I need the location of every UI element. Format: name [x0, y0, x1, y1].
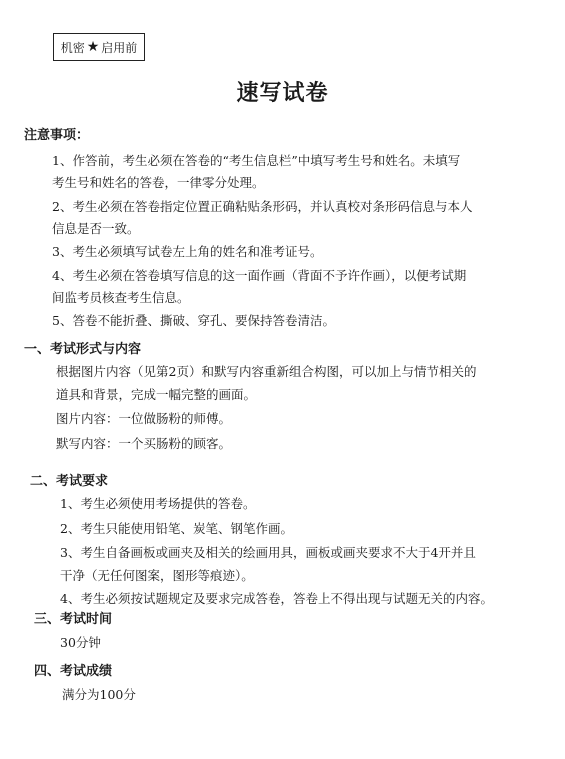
- section-line: 根据图片内容（见第2页）和默写内容重新组合构图，可以加上与情节相关的: [56, 364, 477, 379]
- notice-line: 间监考员核查考生信息。: [52, 290, 190, 305]
- badge-label-right: 启用前: [101, 40, 138, 55]
- section-line: 2、考生只能使用铅笔、炭笔、钢笔作画。: [60, 521, 293, 536]
- notice-line: 1、作答前，考生必须在答卷的“考生信息栏”中填写考生号和姓名。未填写: [52, 153, 461, 168]
- page-title: 速写试卷: [236, 81, 329, 106]
- section-line: 4、考生必须按试题规定及要求完成答卷，答卷上不得出现与试题无关的内容。: [60, 591, 493, 606]
- notice-line: 4、考生必须在答卷填写信息的这一面作画（背面不予许作画），以便考试期: [52, 268, 467, 283]
- exam-time-value: 30分钟: [60, 635, 101, 650]
- section-heading-form: 一、考试形式与内容: [24, 342, 142, 357]
- notice-line: 考生号和姓名的答卷，一律零分处理。: [52, 175, 265, 190]
- notice-heading: 注意事项：: [24, 128, 90, 143]
- star-icon: ★: [86, 39, 100, 55]
- section-heading-score: 四、考试成绩: [34, 664, 113, 679]
- section-heading-time: 三、考试时间: [34, 612, 113, 627]
- section-line: 3、考生自备画板或画夹及相关的绘画用具，画板或画夹要求不大于4开并且: [60, 545, 476, 560]
- notice-line: 5、答卷不能折叠、撕破、穿孔、要保持答卷清洁。: [52, 313, 335, 328]
- section-line: 1、考生必须使用考场提供的答卷。: [60, 496, 256, 511]
- notice-line: 2、考生必须在答卷指定位置正确粘贴条形码，并认真校对条形码信息与本人: [52, 199, 473, 214]
- notice-line: 3、考生必须填写试卷左上角的姓名和准考证号。: [52, 244, 323, 259]
- section-heading-requirements: 二、考试要求: [30, 474, 109, 489]
- section-line: 道具和背景，完成一幅完整的画面。: [56, 387, 257, 402]
- badge-label-left: 机密: [60, 40, 85, 55]
- notice-line: 信息是否一致。: [52, 221, 140, 236]
- section-line: 干净（无任何图案，图形等痕迹）。: [60, 568, 254, 583]
- exam-score-value: 满分为100分: [62, 687, 136, 702]
- section-line: 默写内容：一个买肠粉的顾客。: [56, 436, 232, 451]
- section-line: 图片内容：一位做肠粉的师傅。: [56, 411, 232, 426]
- confidential-badge: [53, 33, 145, 61]
